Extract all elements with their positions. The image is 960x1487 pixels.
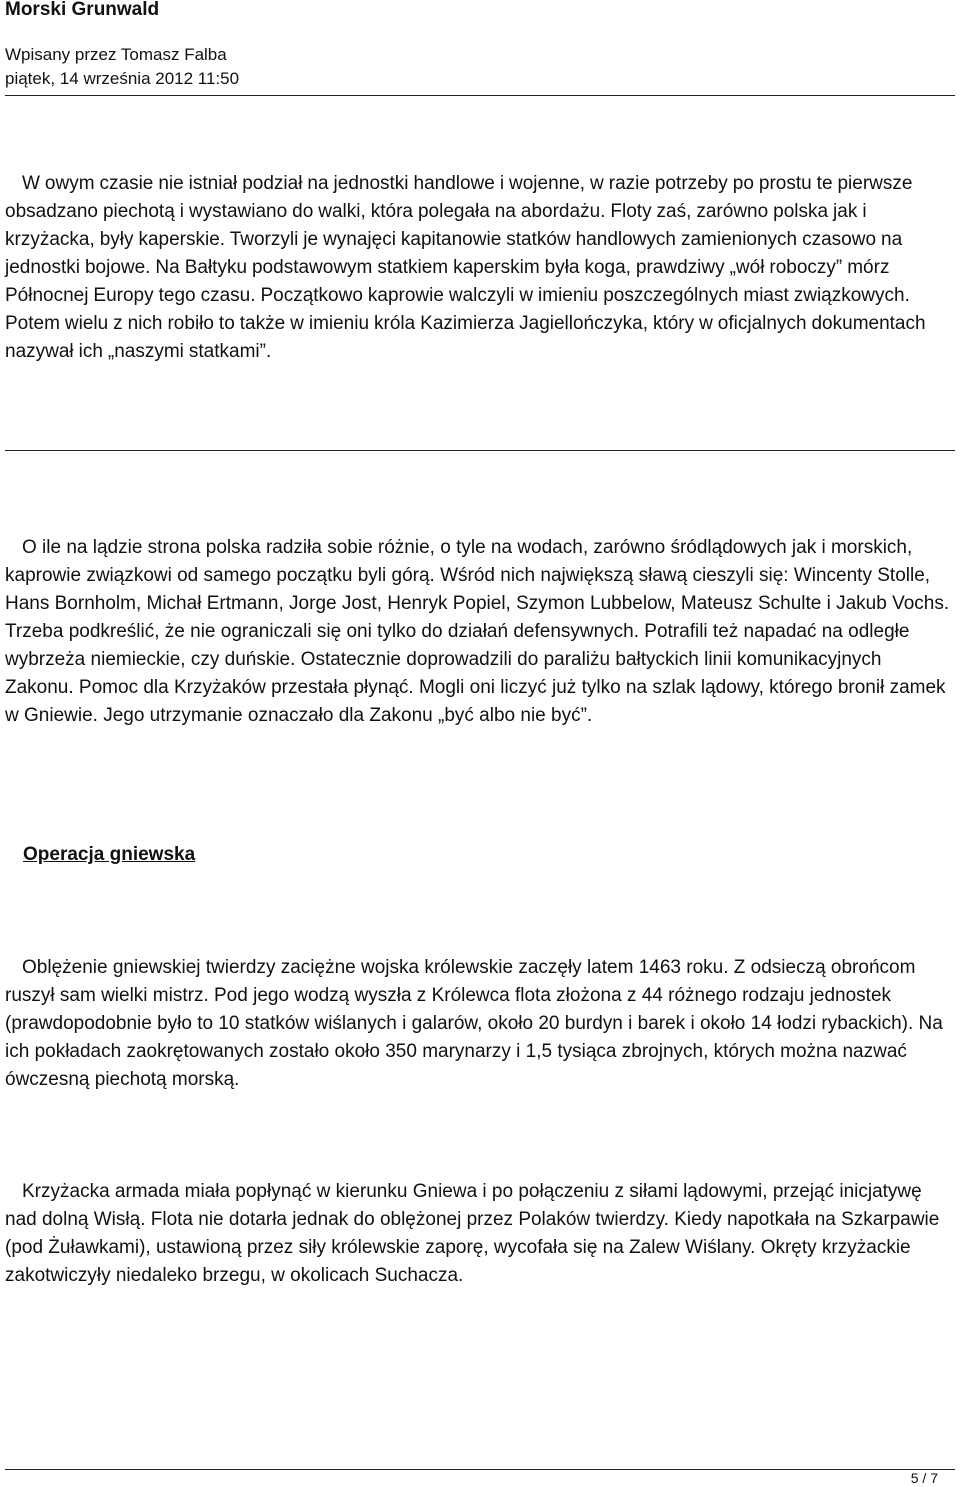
article-paragraph-4: Krzyżacka armada miała popłynąć w kierunku Gniewa i po połączeniu z siłami lądowymi, przejąć inicjatywę nad dolną Wisłą. Flota nie dotarła jednak do oblężonej przez Polaków twierdzy. Kiedy napotkała na Szkarpawie (pod Żuławkami), ustawioną przez siły królewskie zaporę, wycofała się na Zalew Wiślany. Okręty krzyżackie zakotwiczyły niedaleko brzegu, w okolicach Suchacza. [5, 1181, 940, 1286]
footer-divider [5, 1469, 955, 1470]
header-divider [5, 95, 955, 96]
author-line: Wpisany przez Tomasz Falba [5, 45, 227, 64]
page-number: 5 / 7 [910, 1470, 938, 1486]
article-paragraph-2: O ile na lądzie strona polska radziła sobie różnie, o tyle na wodach, zarówno śródlądowych jak i morskich, kaprowie związkowi od samego początku byli górą. Wśród nich największą sławą cieszyli się: Wincenty Stolle, Hans Bornholm, Michał Ertmann, Jorge Jost, Henryk Popiel, Szymon Lubbelow, Mateusz Schulte i Jakub Vochs. Trzeba podkreślić, że nie ograniczali się oni tylko do działań defensywnych. Potrafili też napadać na odległe wybrzeża niemieckie, czy duńskie. Ostatecznie doprowadzili do paraliżu bałtyckich linii komunikacyjnych Zakonu. Pomoc dla Krzyżaków przestała płynąć. Mogli oni liczyć już tylko na szlak lądowy, którego bronił zamek w Gniewie. Jego utrzymanie oznaczało dla Zakonu „być albo nie być”. [5, 537, 950, 726]
article-paragraph-3: Oblężenie gniewskiej twierdzy zaciężne wojska królewskie zaczęły latem 1463 roku. Z odsieczą obrońcom ruszył sam wielki mistrz. Pod jego wodzą wyszła z Królewca flota złożona z 44 różnego rodzaju jednostek (prawdopodobnie było to 10 statków wiślanych i galarów, około 20 burdyn i barek i około 14 łodzi rybackich). Na ich pokładach zaokrętowanych zostało około 350 marynarzy i 1,5 tysiąca zbrojnych, których można nazwać ówczesną piechotą morską. [5, 957, 943, 1090]
section-divider [5, 450, 955, 451]
date-line: piątek, 14 września 2012 11:50 [5, 69, 240, 88]
section-heading: Operacja gniewska [23, 844, 196, 865]
article-paragraph-1: W owym czasie nie istniał podział na jednostki handlowe i wojenne, w razie potrzeby po prostu te pierwsze obsadzano piechotą i wystawiano do walki, która polegała na abordażu. Floty zaś, zarówno polska jak i krzyżacka, były kaperskie. Tworzyli je wynajęci kapitanowie statków handlowych zamienionych czasowo na jednostki bojowe. Na Bałtyku podstawowym statkiem kaperskim była koga, prawdziwy „wół roboczy” mórz Północnej Europy tego czasu. Początkowo kaprowie walczyli w imieniu poszczególnych miast związkowych. Potem wielu z nich robiło to także w imieniu króla Kazimierza Jagiellończyka, który w oficjalnych dokumentach nazywał ich „naszymi statkami”. [5, 173, 926, 362]
document-title: Morski Grunwald [5, 0, 160, 20]
